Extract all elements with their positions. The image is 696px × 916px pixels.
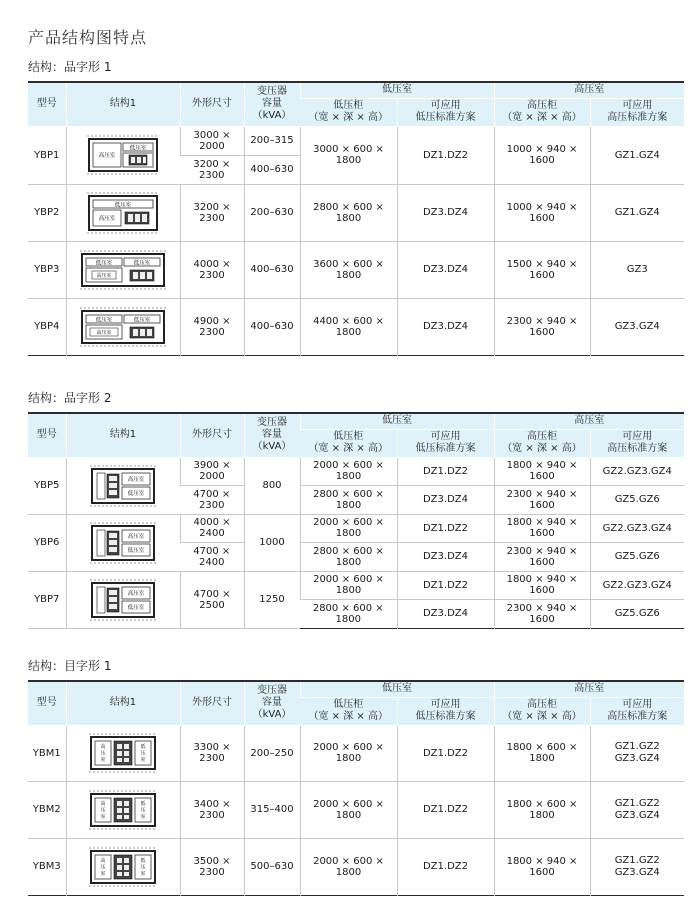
size-cell: 3900 × 2000 bbox=[180, 457, 244, 485]
high-standard-cell: GZ3.GZ4 bbox=[590, 298, 684, 355]
high-cabinet-cell: 1000 × 940 × 1600 bbox=[494, 184, 590, 241]
header-transformer: 变压器 容量 （kVA） bbox=[244, 681, 300, 725]
high-standard-cell: GZ1.GZ2 GZ3.GZ4 bbox=[590, 781, 684, 838]
header-size: 外形尺寸 bbox=[180, 413, 244, 457]
structure-diagram-ybm2 bbox=[87, 790, 159, 830]
header-size: 外形尺寸 bbox=[180, 681, 244, 725]
high-standard-cell: GZ2.GZ3.GZ4 bbox=[590, 571, 684, 599]
structure-diagram-cell bbox=[66, 241, 180, 298]
header-high-room: 高压室 bbox=[494, 82, 684, 98]
svg-text:低压室: 低压室 bbox=[114, 202, 132, 208]
svg-text:压: 压 bbox=[100, 750, 106, 757]
svg-text:低: 低 bbox=[140, 800, 146, 807]
svg-text:低压室: 低压室 bbox=[127, 604, 145, 611]
structure-diagram-ybm3 bbox=[87, 847, 159, 887]
structure-diagram-cell bbox=[66, 514, 180, 571]
high-cabinet-cell: 1800 × 940 × 1600 bbox=[494, 838, 590, 895]
header-structure: 结构1 bbox=[66, 681, 180, 725]
svg-text:室: 室 bbox=[140, 757, 146, 763]
model-cell: YBP7 bbox=[28, 571, 66, 628]
size-cell: 3000 × 2000 bbox=[180, 126, 244, 155]
svg-text:压: 压 bbox=[140, 864, 146, 870]
high-cabinet-cell: 1800 × 600 × 1800 bbox=[494, 781, 590, 838]
svg-text:压: 压 bbox=[140, 750, 146, 757]
high-cabinet-cell: 1000 × 940 × 1600 bbox=[494, 126, 590, 184]
svg-text:高压室: 高压室 bbox=[96, 329, 112, 336]
kva-cell: 800 bbox=[244, 457, 300, 514]
model-cell: YBP6 bbox=[28, 514, 66, 571]
page-title: 产品结构图特点 bbox=[28, 28, 148, 47]
spec-table-pin-1 bbox=[28, 81, 684, 356]
size-cell: 3200 × 2300 bbox=[180, 184, 244, 241]
kva-cell: 400–630 bbox=[244, 155, 300, 184]
structure-diagram-cell bbox=[66, 571, 180, 628]
low-cabinet-cell: 2000 × 600 × 1800 bbox=[300, 514, 397, 542]
table-row bbox=[28, 457, 684, 485]
svg-text:室: 室 bbox=[140, 813, 146, 820]
table-row bbox=[28, 571, 684, 599]
size-cell: 4000 × 2300 bbox=[180, 241, 244, 298]
low-cabinet-cell: 4400 × 600 × 1800 bbox=[300, 298, 397, 355]
table-row bbox=[28, 184, 684, 241]
svg-text:高: 高 bbox=[100, 744, 106, 750]
structure-diagram-ybp2 bbox=[85, 192, 161, 234]
structure-diagram-cell bbox=[66, 298, 180, 355]
kva-cell: 200–630 bbox=[244, 184, 300, 241]
svg-text:低压室: 低压室 bbox=[129, 145, 147, 152]
model-cell: YBP1 bbox=[28, 126, 66, 184]
model-cell: YBP5 bbox=[28, 457, 66, 514]
low-standard-cell: DZ3.DZ4 bbox=[397, 241, 494, 298]
kva-cell: 315–400 bbox=[244, 781, 300, 838]
low-standard-cell: DZ3.DZ4 bbox=[397, 599, 494, 628]
table-row bbox=[28, 838, 684, 895]
structure-diagram-ybp3 bbox=[78, 250, 168, 290]
kva-cell: 1000 bbox=[244, 514, 300, 571]
svg-text:高压室: 高压室 bbox=[98, 215, 116, 222]
structure-diagram-cell bbox=[66, 457, 180, 514]
header-structure: 结构1 bbox=[66, 413, 180, 457]
low-cabinet-cell: 2800 × 600 × 1800 bbox=[300, 542, 397, 571]
size-cell: 4700 × 2500 bbox=[180, 571, 244, 628]
low-standard-cell: DZ3.DZ4 bbox=[397, 485, 494, 514]
table-row bbox=[28, 126, 684, 155]
svg-text:压: 压 bbox=[140, 807, 146, 813]
header-low-cabinet: 低压柜 （宽 × 深 × 高） bbox=[300, 429, 397, 457]
svg-text:压: 压 bbox=[100, 864, 106, 870]
low-cabinet-cell: 2000 × 600 × 1800 bbox=[300, 457, 397, 485]
table-row bbox=[28, 781, 684, 838]
high-cabinet-cell: 2300 × 940 × 1600 bbox=[494, 599, 590, 628]
high-cabinet-cell: 2300 × 940 × 1600 bbox=[494, 298, 590, 355]
low-cabinet-cell: 2800 × 600 × 1800 bbox=[300, 184, 397, 241]
svg-text:压: 压 bbox=[100, 807, 106, 813]
high-standard-cell: GZ5.GZ6 bbox=[590, 542, 684, 571]
low-cabinet-cell: 3000 × 600 × 1800 bbox=[300, 126, 397, 184]
high-standard-cell: GZ1.GZ4 bbox=[590, 126, 684, 184]
svg-text:低压室: 低压室 bbox=[95, 317, 113, 323]
svg-text:高压室: 高压室 bbox=[127, 533, 145, 540]
header-structure: 结构1 bbox=[66, 82, 180, 126]
structure-diagram-cell bbox=[66, 781, 180, 838]
header-high-room: 高压室 bbox=[494, 413, 684, 429]
high-standard-cell: GZ2.GZ3.GZ4 bbox=[590, 457, 684, 485]
size-cell: 4700 × 2300 bbox=[180, 485, 244, 514]
kva-cell: 200–315 bbox=[244, 126, 300, 155]
low-standard-cell: DZ3.DZ4 bbox=[397, 184, 494, 241]
low-standard-cell: DZ1.DZ2 bbox=[397, 838, 494, 895]
low-standard-cell: DZ1.DZ2 bbox=[397, 781, 494, 838]
header-high-standard: 可应用 高压标准方案 bbox=[590, 697, 684, 725]
header-high-standard: 可应用 高压标准方案 bbox=[590, 429, 684, 457]
structure-diagram-ybp1 bbox=[85, 135, 161, 175]
structure-diagram-cell bbox=[66, 184, 180, 241]
structure-diagram-cell bbox=[66, 126, 180, 184]
structure-diagram-cell bbox=[66, 725, 180, 781]
model-cell: YBP4 bbox=[34, 321, 60, 332]
svg-text:低: 低 bbox=[140, 744, 146, 750]
low-standard-cell: DZ1.DZ2 bbox=[397, 457, 494, 485]
size-cell: 4700 × 2400 bbox=[180, 542, 244, 571]
header-low-room: 低压室 bbox=[300, 82, 494, 98]
low-cabinet-cell: 2000 × 600 × 1800 bbox=[300, 781, 397, 838]
kva-cell: 200–250 bbox=[244, 725, 300, 781]
svg-text:低压室: 低压室 bbox=[133, 317, 151, 323]
header-size: 外形尺寸 bbox=[180, 82, 244, 126]
model-cell: YBM3 bbox=[32, 861, 61, 872]
high-standard-cell: GZ1.GZ2 GZ3.GZ4 bbox=[590, 725, 684, 781]
size-cell: 3400 × 2300 bbox=[180, 781, 244, 838]
low-standard-cell: DZ1.DZ2 bbox=[397, 126, 494, 184]
high-cabinet-cell: 2300 × 940 × 1600 bbox=[494, 485, 590, 514]
kva-cell: 400–630 bbox=[244, 298, 300, 355]
low-cabinet-cell: 2000 × 600 × 1800 bbox=[300, 838, 397, 895]
low-standard-cell: DZ3.DZ4 bbox=[397, 298, 494, 355]
svg-text:高压室: 高压室 bbox=[98, 153, 116, 159]
header-high-cabinet: 高压柜 （宽 × 深 × 高） bbox=[494, 697, 590, 725]
header-high-standard: 可应用 高压标准方案 bbox=[590, 98, 684, 126]
table-row bbox=[28, 298, 684, 355]
section-title-mu-1: 结构：目字形 1 bbox=[28, 659, 112, 673]
low-cabinet-cell: 3600 × 600 × 1800 bbox=[300, 241, 397, 298]
high-standard-cell: GZ3 bbox=[590, 241, 684, 298]
high-cabinet-cell: 2300 × 940 × 1600 bbox=[494, 542, 590, 571]
model-cell: YBP2 bbox=[28, 184, 66, 241]
low-cabinet-cell: 2800 × 600 × 1800 bbox=[300, 485, 397, 514]
structure-diagram-ybp4 bbox=[78, 307, 168, 347]
svg-text:高压室: 高压室 bbox=[127, 476, 145, 483]
high-cabinet-cell: 1500 × 940 × 1600 bbox=[494, 241, 590, 298]
svg-text:低压室: 低压室 bbox=[95, 260, 113, 266]
high-standard-cell: GZ2.GZ3.GZ4 bbox=[590, 514, 684, 542]
high-standard-cell: GZ1.GZ4 bbox=[590, 184, 684, 241]
high-cabinet-cell: 1800 × 600 × 1800 bbox=[494, 725, 590, 781]
header-transformer: 变压器 容量 （kVA） bbox=[244, 82, 300, 126]
section-title-pin-2: 结构：品字形 2 bbox=[28, 391, 112, 405]
header-low-room: 低压室 bbox=[300, 681, 494, 697]
header-low-standard: 可应用 低压标准方案 bbox=[397, 697, 494, 725]
high-cabinet-cell: 1800 × 940 × 1600 bbox=[494, 457, 590, 485]
header-low-standard: 可应用 低压标准方案 bbox=[397, 429, 494, 457]
table-row bbox=[28, 725, 684, 781]
size-cell: 4900 × 2300 bbox=[180, 298, 244, 355]
kva-cell: 1250 bbox=[244, 571, 300, 628]
svg-text:室: 室 bbox=[100, 813, 106, 820]
spec-table-mu-1 bbox=[28, 680, 684, 896]
svg-text:高: 高 bbox=[100, 800, 106, 807]
structure-diagram-ybp6 bbox=[88, 522, 158, 564]
size-cell: 4000 × 2400 bbox=[180, 514, 244, 542]
table-row bbox=[28, 514, 684, 542]
svg-text:高压室: 高压室 bbox=[96, 272, 112, 279]
model-cell: YBP3 bbox=[28, 241, 66, 298]
svg-text:室: 室 bbox=[100, 757, 106, 763]
svg-text:室: 室 bbox=[140, 870, 146, 877]
kva-cell: 500–630 bbox=[244, 838, 300, 895]
section-title-pin-1: 结构：品字形 1 bbox=[28, 60, 112, 74]
low-standard-cell: DZ1.DZ2 bbox=[397, 571, 494, 599]
low-standard-cell: DZ1.DZ2 bbox=[397, 725, 494, 781]
svg-text:室: 室 bbox=[100, 870, 106, 877]
header-low-cabinet: 低压柜 （宽 × 深 × 高） bbox=[300, 98, 397, 126]
size-cell: 3200 × 2300 bbox=[180, 155, 244, 184]
structure-diagram-ybp7 bbox=[88, 579, 158, 621]
header-high-room: 高压室 bbox=[494, 681, 684, 697]
model-cell: YBM1 bbox=[28, 725, 66, 781]
low-standard-cell: DZ1.DZ2 bbox=[397, 514, 494, 542]
header-high-cabinet: 高压柜 （宽 × 深 × 高） bbox=[494, 429, 590, 457]
header-high-cabinet: 高压柜 （宽 × 深 × 高） bbox=[494, 98, 590, 126]
header-model: 型号 bbox=[28, 82, 66, 126]
high-standard-cell: GZ1.GZ2 GZ3.GZ4 bbox=[590, 838, 684, 895]
table-row bbox=[28, 241, 684, 298]
high-cabinet-cell: 1800 × 940 × 1600 bbox=[494, 514, 590, 542]
model-cell: YBM2 bbox=[28, 781, 66, 838]
header-transformer: 变压器 容量 （kVA） bbox=[244, 413, 300, 457]
header-model: 型号 bbox=[28, 413, 66, 457]
high-standard-cell: GZ5.GZ6 bbox=[590, 599, 684, 628]
header-low-standard: 可应用 低压标准方案 bbox=[397, 98, 494, 126]
structure-diagram-ybm1 bbox=[87, 733, 159, 773]
structure-diagram-ybp5 bbox=[88, 465, 158, 507]
size-cell: 3500 × 2300 bbox=[180, 838, 244, 895]
svg-text:高压室: 高压室 bbox=[127, 590, 145, 597]
low-standard-cell: DZ3.DZ4 bbox=[397, 542, 494, 571]
header-model: 型号 bbox=[28, 681, 66, 725]
svg-text:低: 低 bbox=[140, 857, 146, 864]
high-standard-cell: GZ5.GZ6 bbox=[590, 485, 684, 514]
svg-text:低压室: 低压室 bbox=[127, 490, 145, 497]
low-cabinet-cell: 2000 × 600 × 1800 bbox=[300, 571, 397, 599]
structure-diagram-cell bbox=[66, 838, 180, 895]
kva-cell: 400–630 bbox=[244, 241, 300, 298]
svg-text:高: 高 bbox=[100, 857, 106, 864]
header-low-cabinet: 低压柜 （宽 × 深 × 高） bbox=[300, 697, 397, 725]
low-cabinet-cell: 2000 × 600 × 1800 bbox=[300, 725, 397, 781]
spec-table-pin-2 bbox=[28, 412, 684, 629]
svg-text:低压室: 低压室 bbox=[133, 260, 151, 266]
size-cell: 3300 × 2300 bbox=[180, 725, 244, 781]
svg-text:低压室: 低压室 bbox=[127, 547, 145, 554]
high-cabinet-cell: 1800 × 940 × 1600 bbox=[494, 571, 590, 599]
low-cabinet-cell: 2800 × 600 × 1800 bbox=[312, 602, 384, 625]
header-low-room: 低压室 bbox=[300, 413, 494, 429]
